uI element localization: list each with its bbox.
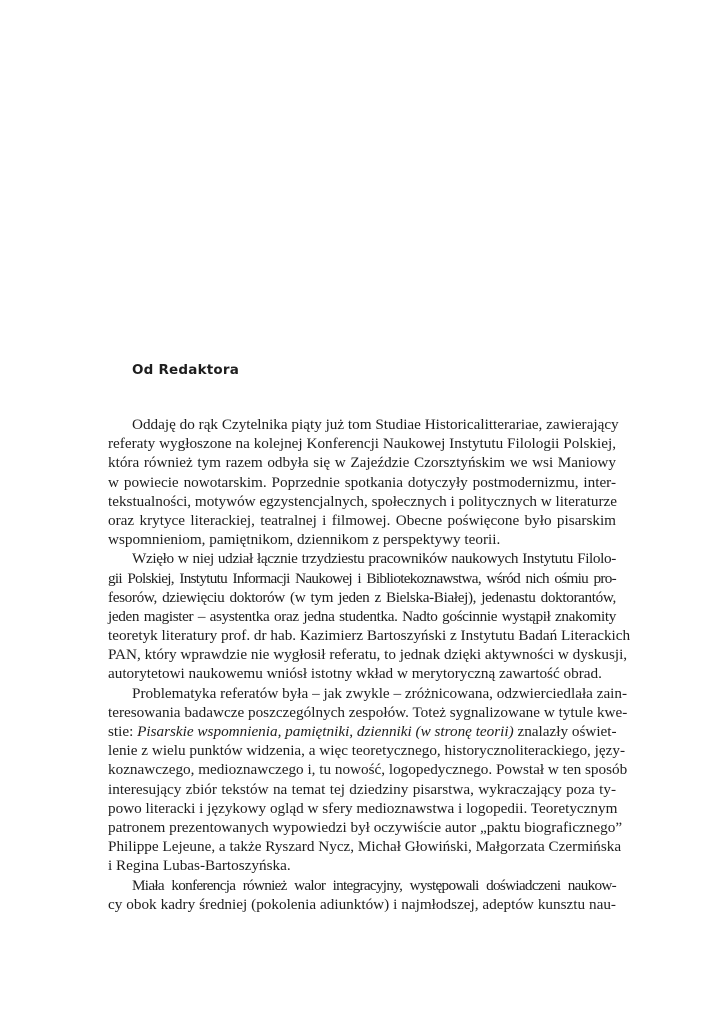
text-line: Oddaję do rąk Czytelnika piąty już tom Studiae Historicalitterariae, zawierający	[132, 416, 619, 433]
paragraph-4	[108, 876, 616, 914]
text-line: Philippe Lejeune, a także Ryszard Nycz, Michał Głowiński, Małgorzata Czermińska	[108, 838, 622, 856]
text-line: wspomnieniom, pamiętnikom, dziennikom z perspektywy teorii.	[108, 531, 501, 549]
text-line: patronem prezentowanych wypowiedzi był oczywiście autor „paktu biograficznego”	[108, 818, 623, 836]
text-line: powo literacki i językowy ogląd w sfery medioznawstwa i logopedii. Teoretycznym	[108, 799, 618, 817]
text-line: która również tym razem odbyła się w Zajeździe Czorsztyńskim we wsi Maniowy	[108, 454, 616, 472]
text-line: cy obok kadry średniej (pokolenia adiunktów) i najmłodszej, adeptów kunsztu nau-	[108, 895, 616, 913]
paragraph-1	[108, 415, 619, 549]
section-heading: Od Redaktora	[132, 362, 240, 378]
text-line: lenie z wielu punktów widzenia, a więc teoretycznego, historycznoliterackiego, języ-	[108, 742, 626, 760]
text-line: tekstualności, motywów egzystencjalnych, społecznych i politycznych w literaturze	[108, 492, 618, 510]
text-line: teresowania badawcze poszczególnych zespołów. Toteż sygnalizowane w tytule kwe-	[108, 703, 628, 721]
text-line: Problematyka referatów była – jak zwykle – zróżnicowana, odzwierciedlała zain-	[132, 684, 628, 702]
text-line: koznawczego, medioznawczego i, tu nowość, logopedycznego. Powstał w ten sposób	[108, 761, 628, 779]
paragraph-2	[108, 549, 631, 683]
text-line: teoretyk literatury prof. dr hab. Kazimierz Bartoszyński z Instytutu Badań Literackich	[108, 627, 631, 645]
paragraph-3	[108, 684, 628, 876]
text-line: Wzięło w niej udział łącznie trzydziestu pracowników naukowych Instytutu Filolo-	[132, 550, 616, 568]
text-line: autorytetowi naukowemu wniósł istotny wkład w merytoryczną zawartość obrad.	[108, 665, 602, 683]
text-line: i Regina Lubas-Bartoszyńska.	[108, 857, 291, 875]
text-line: fesorów, dziewięciu doktorów (w tym jeden z Bielska-Białej), jedenastu doktorantów,	[108, 588, 616, 606]
text-line: Miała konferencja również walor integracyjny, występowali doświadczeni naukow-	[132, 876, 616, 894]
text-line: stie: Pisarskie wspomnienia, pamiętniki, dzienniki (w stronę teorii) znalazły oświet-	[108, 723, 617, 740]
text-line: referaty wygłoszone na kolejnej Konferencji Naukowej Instytutu Filologii Polskiej,	[108, 435, 616, 453]
body-text	[108, 415, 631, 914]
text-line: oraz krytyce literackiej, teatralnej i filmowej. Obecne poświęcone było pisarskim	[108, 511, 616, 529]
text-line: gii Polskiej, Instytutu Informacji Naukowej i Bibliotekoznawstwa, wśród nich ośmiu pro-	[108, 569, 616, 587]
text-line: w powiecie nowotarskim. Poprzednie spotkania dotyczyły postmodernizmu, inter-	[108, 473, 616, 491]
italic-title: Pisarskie wspomnienia, pamiętniki, dzienniki (w stronę teorii)	[137, 723, 514, 740]
text-line: jeden magister – asystentka oraz jedna studentka. Nadto gościnnie wystąpił znakomity	[108, 607, 616, 625]
text-line: PAN, który wprawdzie nie wygłosił referatu, to jednak dzięki aktywności w dyskusji,	[108, 646, 628, 664]
text-line: interesujący zbiór tekstów na temat tej dziedziny pisarstwa, wykraczający poza ty-	[108, 780, 616, 798]
